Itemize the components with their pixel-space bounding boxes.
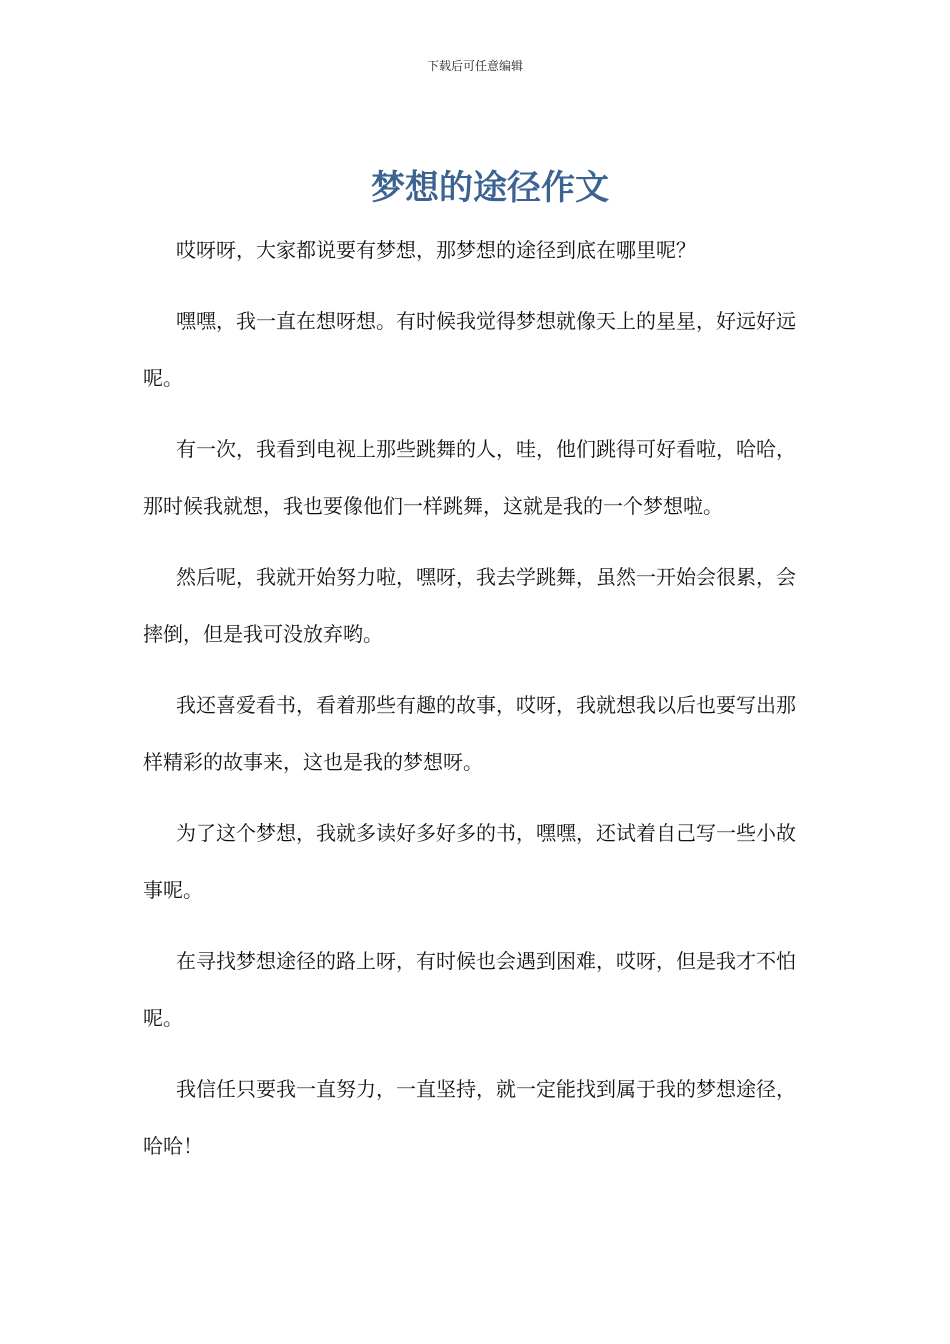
paragraph-8: 我信任只要我一直努力，一直坚持，就一定能找到属于我的梦想途径，哈哈！ xyxy=(143,1077,796,1158)
paragraph-1: 哎呀呀，大家都说要有梦想，那梦想的途径到底在哪里呢？ xyxy=(176,238,696,262)
document-body xyxy=(143,222,807,1189)
header-note: 下载后可任意编辑 xyxy=(426,59,523,73)
paragraph-2: 嘿嘿，我一直在想呀想。有时候我觉得梦想就像天上的星星，好远好远呢。 xyxy=(143,309,796,390)
paragraph-3: 有一次，我看到电视上那些跳舞的人，哇，他们跳得可好看啦，哈哈，那时候我就想，我也要像他们一样跳舞，这就是我的一个梦想啦。 xyxy=(143,437,796,518)
document-title: 梦想的途径作文 xyxy=(371,168,609,208)
paragraph-7: 在寻找梦想途径的路上呀，有时候也会遇到困难，哎呀，但是我才不怕呢。 xyxy=(143,949,796,1030)
paragraph-4: 然后呢，我就开始努力啦，嘿呀，我去学跳舞，虽然一开始会很累，会摔倒，但是我可没放弃哟。 xyxy=(143,565,796,646)
paragraph-5: 我还喜爱看书，看着那些有趣的故事，哎呀，我就想我以后也要写出那样精彩的故事来，这也是我的梦想呀。 xyxy=(143,693,796,774)
paragraph-6: 为了这个梦想，我就多读好多好多的书，嘿嘿，还试着自己写一些小故事呢。 xyxy=(143,821,796,902)
